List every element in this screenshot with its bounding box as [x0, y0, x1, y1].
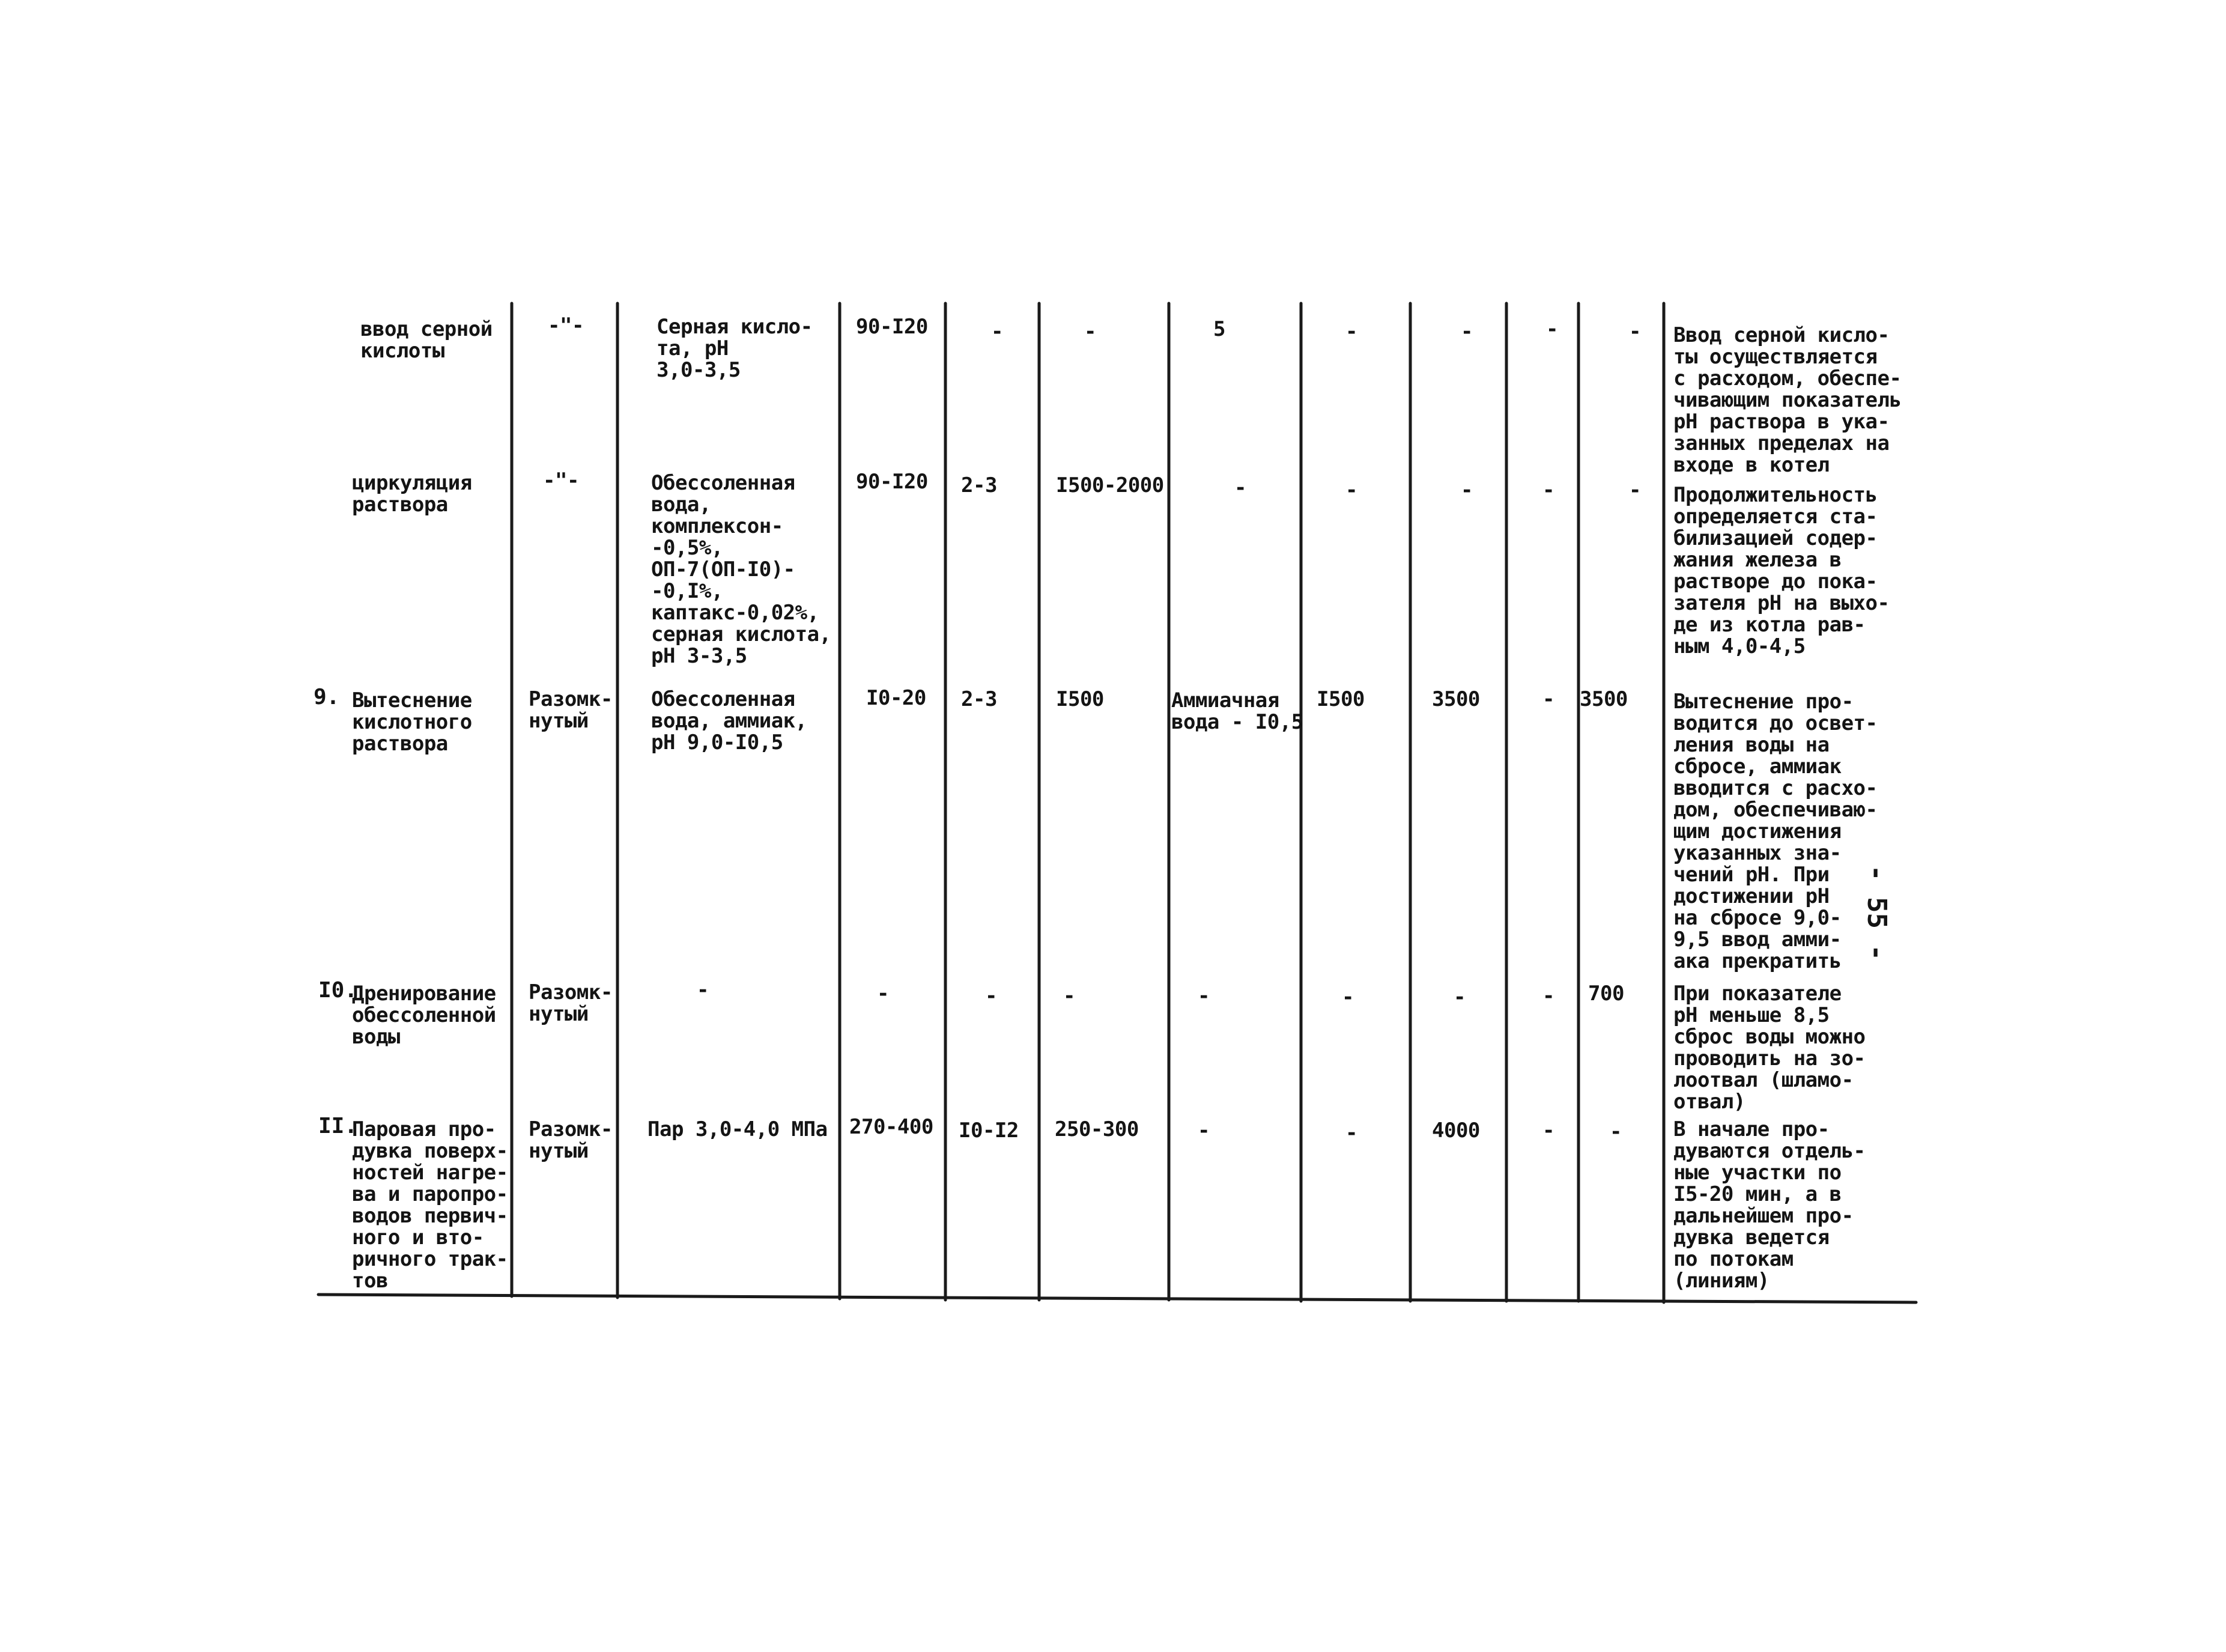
- operation-cell: Паровая про- дувка поверх- ностей нагре- ва и паропро- водов первич- ного и вто- ричного трак- тов: [352, 1117, 508, 1293]
- row-number: I0.: [318, 978, 358, 1003]
- medium-cell: -: [697, 978, 709, 1002]
- scheme-cell: Разомк- нутый: [529, 687, 613, 733]
- medium-cell: Серная кисло- та, pH 3,0-3,5: [657, 315, 813, 382]
- value-cell: -: [1542, 984, 1554, 1008]
- scheme-cell: Разомк- нутый: [529, 980, 613, 1026]
- value-cell: -: [991, 320, 1003, 344]
- operation-cell: Дренирование обессоленной воды: [352, 982, 496, 1049]
- value-cell: -: [1629, 320, 1641, 344]
- value-cell: -: [1454, 985, 1466, 1009]
- operation-cell: циркуляция раствора: [352, 471, 472, 517]
- scheme-cell: Разомк- нутый: [529, 1117, 613, 1163]
- note-cell: Продолжительность определяется ста- билизацией содер- жания железа в растворе до пока- зателя pH на выхо- де из котла рав- ным 4,0-4,5: [1673, 483, 1890, 658]
- value-cell: 3500: [1580, 687, 1628, 711]
- value-cell: -: [1461, 320, 1473, 344]
- operation-cell: ввод серной кислоты: [360, 317, 493, 363]
- scheme-cell: -"-: [543, 469, 579, 493]
- value-cell: -: [1063, 984, 1075, 1008]
- value-cell: -: [1084, 320, 1096, 344]
- value-cell: -: [1234, 476, 1246, 500]
- medium-cell: Пар 3,0-4,0 МПа: [647, 1117, 828, 1141]
- value-cell: 2-3: [961, 687, 997, 711]
- value-cell: -: [1546, 317, 1558, 341]
- operation-cell: Вытеснение кислотного раствора: [352, 688, 472, 756]
- medium-cell: Обессоленная вода, комплексон- -0,5%, ОП-7(ОП-I0)- -0,I%, каптакс-0,02%, серная кислота, pH 3-3,5: [651, 471, 831, 668]
- note-cell: При показателе pH меньше 8,5 сброс воды можно проводить на зо- лоотвал (шламо- отвал): [1673, 982, 1866, 1114]
- temperature-cell: I0-20: [866, 686, 926, 710]
- temperature-cell: 270-400: [849, 1115, 933, 1139]
- value-cell: -: [1461, 478, 1473, 502]
- value-cell: I500: [1056, 687, 1104, 711]
- row-number: 9.: [314, 685, 340, 709]
- note-cell: Вытеснение про- водится до освет- ления воды на сбросе, аммиак вводится с расхо- дом, обеспечиваю- щим достижения указанных зна- чений pH. При достижении pH на сбросе 9,0- 9,5 ввод амми- ака прекратить: [1673, 690, 1878, 973]
- value-cell: -: [1198, 1119, 1210, 1143]
- temperature-cell: -: [877, 982, 889, 1006]
- value-cell: -: [1345, 1121, 1357, 1145]
- value-cell: I500-2000: [1056, 473, 1164, 497]
- note-cell: В начале про- дуваются отдель- ные участки по I5-20 мин, а в дальнейшем про- дувка ведется по потокам (линиям): [1673, 1117, 1866, 1293]
- value-cell: -: [1542, 1119, 1554, 1143]
- value-cell: -: [1629, 478, 1641, 502]
- table-bottom-rule: [318, 1295, 1916, 1302]
- scheme-cell: -"-: [548, 314, 584, 338]
- value-cell: 5: [1213, 317, 1225, 341]
- value-cell: -: [1345, 320, 1357, 344]
- value-cell: 250-300: [1055, 1117, 1139, 1141]
- value-cell: -: [1345, 478, 1357, 502]
- temperature-cell: 90-I20: [856, 470, 928, 494]
- value-cell: 700: [1588, 982, 1624, 1006]
- page-number: - 55 -: [1861, 865, 1892, 961]
- row-number: II.: [318, 1114, 358, 1138]
- value-cell: 2-3: [961, 473, 997, 497]
- value-cell: -: [1342, 985, 1354, 1009]
- value-cell: -: [1610, 1120, 1622, 1144]
- note-cell: Ввод серной кисло- ты осуществляется с расходом, обеспе- чивающим показатель pH раствора в ука- занных пределах на входе в котел: [1673, 323, 1902, 477]
- temperature-cell: 90-I20: [856, 315, 928, 339]
- value-cell: I500: [1317, 687, 1365, 711]
- medium-cell: Обессоленная вода, аммиак, pH 9,0-I0,5: [651, 687, 807, 755]
- value-cell: I0-I2: [959, 1119, 1019, 1143]
- value-cell: -: [1542, 687, 1554, 711]
- value-cell: -: [1198, 984, 1210, 1008]
- value-cell: Аммиачная вода - I0,5: [1171, 688, 1303, 734]
- value-cell: 3500: [1432, 687, 1480, 711]
- value-cell: -: [1542, 478, 1554, 502]
- value-cell: -: [985, 984, 997, 1008]
- value-cell: 4000: [1432, 1119, 1480, 1143]
